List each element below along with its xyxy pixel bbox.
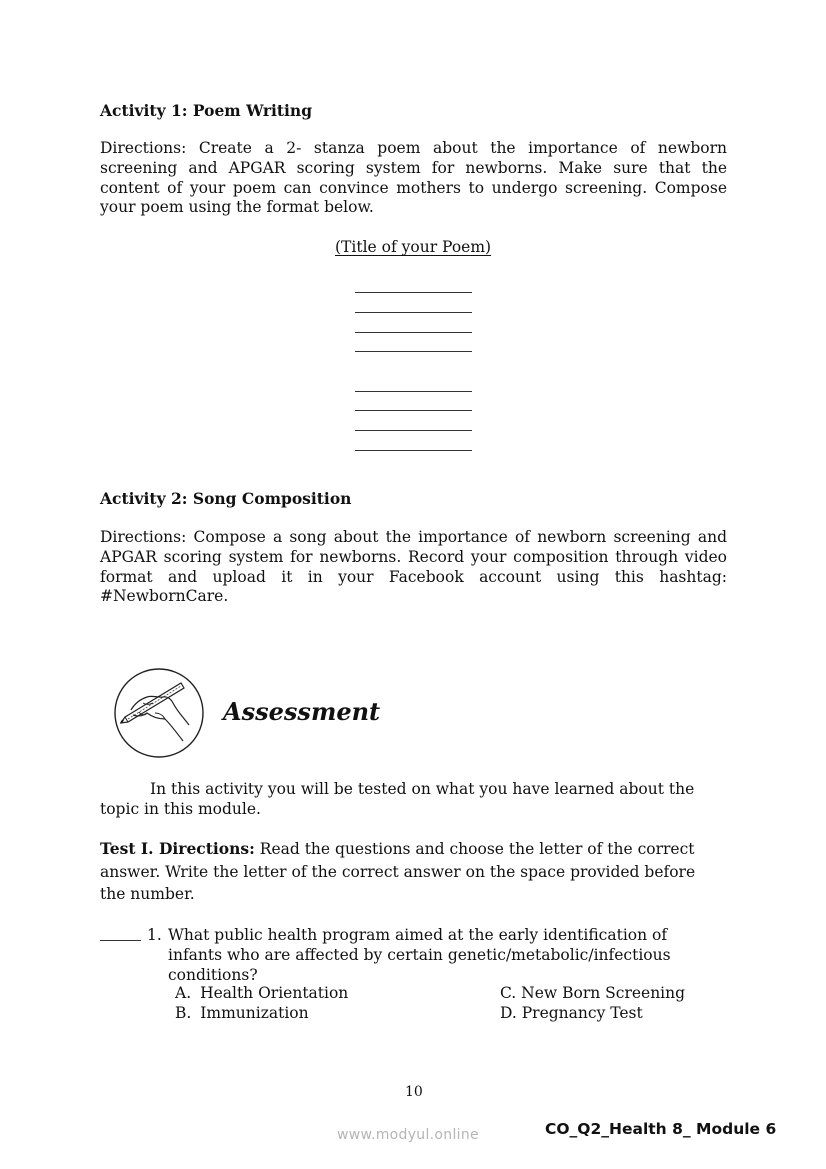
assessment-title: Assessment: [223, 697, 381, 726]
poem-blank-line[interactable]: [355, 292, 472, 293]
test1-label: Test I. Directions:: [100, 839, 255, 858]
question-text-line: conditions?: [168, 965, 258, 984]
option-a[interactable]: [175, 984, 348, 1002]
test1-directions-line: the number.: [100, 885, 195, 903]
activity2-directions: [100, 528, 727, 607]
page-number: 10: [405, 1084, 423, 1100]
assessment-intro-line: In this activity you will be tested on what you have learned about the: [150, 780, 695, 798]
test1-directions-line: Read the questions and choose the letter of the correct: [254, 840, 695, 858]
question-number: 1.: [147, 926, 162, 944]
option-letter: D.: [500, 1004, 517, 1022]
hand-writing-pencil-icon: [113, 667, 205, 759]
poem-blank-line[interactable]: [355, 351, 472, 352]
option-text: Pregnancy Test: [521, 1004, 643, 1022]
test1-directions-line: answer. Write the letter of the correct answer on the space provided before: [100, 862, 696, 881]
assessment-intro: [100, 780, 727, 820]
watermark-url: www.modyul.online: [337, 1127, 479, 1143]
option-letter: B.: [175, 1004, 192, 1022]
activity1-directions-line: screening and APGAR scoring system for newborns. Make sure that the: [100, 158, 727, 177]
activity2-directions-line: APGAR scoring system for newborns. Record your composition through video: [100, 547, 727, 566]
option-letter: A.: [175, 984, 192, 1002]
activity1-directions: [100, 139, 727, 218]
poem-blank-line[interactable]: [355, 450, 472, 451]
poem-blank-line[interactable]: [355, 410, 472, 411]
poem-title-placeholder: (Title of your Poem): [335, 238, 492, 256]
option-text: Immunization: [200, 1004, 309, 1022]
activity2-directions-line: format and upload it in your Facebook account using this hashtag:: [100, 567, 727, 586]
module-code: CO_Q2_Health 8_ Module 6: [545, 1120, 777, 1138]
option-c[interactable]: [500, 984, 685, 1002]
activity2-heading: Activity 2: Song Composition: [100, 489, 352, 508]
activity2-directions-line: Directions: Compose a song about the importance of newborn screening and: [100, 528, 727, 546]
answer-blank[interactable]: [100, 940, 141, 941]
option-text: Health Orientation: [200, 984, 349, 1002]
question-text-line: What public health program aimed at the early identification of: [168, 926, 668, 944]
activity1-heading: Activity 1: Poem Writing: [100, 101, 313, 120]
poem-blank-line[interactable]: [355, 430, 472, 431]
option-b[interactable]: [175, 1004, 309, 1022]
poem-blank-line[interactable]: [355, 332, 472, 333]
activity1-directions-line: Directions: Create a 2- stanza poem about the importance of newborn: [100, 139, 727, 157]
question-text-line: infants who are affected by certain genetic/metabolic/infectious: [168, 945, 671, 964]
activity1-directions-line: content of your poem can convince mothers to undergo screening. Compose: [100, 178, 727, 197]
activity2-directions-line: #NewbornCare.: [100, 587, 229, 606]
question-text: [168, 926, 728, 985]
poem-blank-line[interactable]: [355, 391, 472, 392]
test1-directions: [100, 838, 727, 906]
option-letter: C.: [500, 984, 517, 1002]
poem-blank-line[interactable]: [355, 312, 472, 313]
option-d[interactable]: [500, 1004, 643, 1022]
activity1-directions-line: your poem using the format below.: [100, 198, 374, 217]
assessment-intro-line: topic in this module.: [100, 799, 261, 818]
option-text: New Born Screening: [521, 984, 686, 1002]
